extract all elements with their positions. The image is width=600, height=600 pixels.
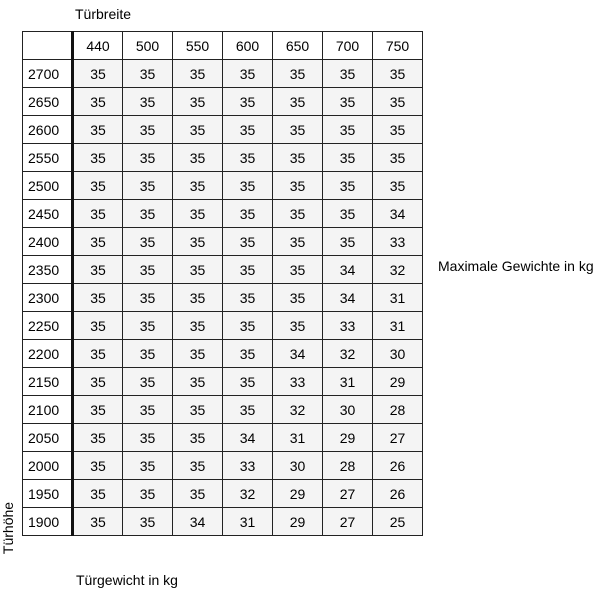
table-cell: 35 xyxy=(73,312,123,340)
table-cell: 35 xyxy=(73,200,123,228)
table-cell: 35 xyxy=(273,228,323,256)
table-cell: 29 xyxy=(323,424,373,452)
table-cell: 29 xyxy=(373,368,423,396)
table-cell: 34 xyxy=(323,256,373,284)
table-cell: 35 xyxy=(273,200,323,228)
row-header: 2500 xyxy=(23,172,73,200)
table-cell: 35 xyxy=(73,508,123,536)
table-cell: 35 xyxy=(223,396,273,424)
table-cell: 31 xyxy=(373,312,423,340)
row-header: 2450 xyxy=(23,200,73,228)
table-row xyxy=(23,256,423,284)
table-cell: 35 xyxy=(323,116,373,144)
width-axis-label: Türbreite xyxy=(75,6,132,22)
table-cell: 35 xyxy=(223,144,273,172)
row-header: 2100 xyxy=(23,396,73,424)
table-cell: 35 xyxy=(223,60,273,88)
table-cell: 35 xyxy=(123,144,173,172)
table-row xyxy=(23,480,423,508)
table-cell: 35 xyxy=(123,508,173,536)
table-cell: 35 xyxy=(273,172,323,200)
table-cell: 35 xyxy=(123,340,173,368)
table-cell: 35 xyxy=(123,424,173,452)
table-cell: 35 xyxy=(173,452,223,480)
table-cell: 31 xyxy=(323,368,373,396)
table-cell: 35 xyxy=(73,480,123,508)
table-row xyxy=(23,284,423,312)
table-cell: 35 xyxy=(123,60,173,88)
table-cell: 35 xyxy=(323,60,373,88)
table-cell: 35 xyxy=(223,312,273,340)
table-cell: 35 xyxy=(123,452,173,480)
table-row xyxy=(23,368,423,396)
table-cell: 35 xyxy=(173,284,223,312)
max-weight-caption: Maximale Gewichte in kg xyxy=(438,258,594,274)
table-cell: 35 xyxy=(123,228,173,256)
table-row xyxy=(23,340,423,368)
table-cell: 35 xyxy=(173,228,223,256)
table-cell: 34 xyxy=(373,200,423,228)
row-header: 2050 xyxy=(23,424,73,452)
table-cell: 28 xyxy=(373,396,423,424)
column-header: 600 xyxy=(223,32,273,60)
row-header: 2700 xyxy=(23,60,73,88)
table-cell: 35 xyxy=(323,200,373,228)
table-row xyxy=(23,200,423,228)
table-cell: 35 xyxy=(373,88,423,116)
table-cell: 35 xyxy=(123,256,173,284)
table-cell: 31 xyxy=(223,508,273,536)
table-cell: 27 xyxy=(323,508,373,536)
table-cell: 35 xyxy=(223,368,273,396)
table-cell: 35 xyxy=(223,172,273,200)
table-cell: 35 xyxy=(173,200,223,228)
column-header: 440 xyxy=(73,32,123,60)
table-cell: 35 xyxy=(173,116,223,144)
row-header: 2350 xyxy=(23,256,73,284)
table-cell: 35 xyxy=(73,368,123,396)
table-cell: 30 xyxy=(323,396,373,424)
table-cell: 35 xyxy=(123,312,173,340)
table-cell: 35 xyxy=(73,340,123,368)
table-cell: 35 xyxy=(173,424,223,452)
table-row xyxy=(23,60,423,88)
table-cell: 35 xyxy=(373,60,423,88)
table-cell: 34 xyxy=(173,508,223,536)
table-row xyxy=(23,144,423,172)
table-cell: 35 xyxy=(373,144,423,172)
table-cell: 32 xyxy=(223,480,273,508)
table-cell: 30 xyxy=(373,340,423,368)
table-cell: 35 xyxy=(73,396,123,424)
header-row xyxy=(23,32,423,60)
table-cell: 30 xyxy=(273,452,323,480)
table-cell: 35 xyxy=(373,172,423,200)
table-cell: 35 xyxy=(273,144,323,172)
row-header: 1900 xyxy=(23,508,73,536)
table-cell: 26 xyxy=(373,480,423,508)
table-cell: 35 xyxy=(223,228,273,256)
column-header: 500 xyxy=(123,32,173,60)
row-header: 2550 xyxy=(23,144,73,172)
row-header: 2650 xyxy=(23,88,73,116)
table-cell: 32 xyxy=(273,396,323,424)
column-header: 700 xyxy=(323,32,373,60)
table-row xyxy=(23,312,423,340)
table-cell: 35 xyxy=(223,88,273,116)
row-header: 2150 xyxy=(23,368,73,396)
table-cell: 34 xyxy=(323,284,373,312)
weight-table xyxy=(22,31,423,536)
table-cell: 28 xyxy=(323,452,373,480)
table-cell: 31 xyxy=(273,424,323,452)
table-cell: 35 xyxy=(123,88,173,116)
table-cell: 35 xyxy=(323,88,373,116)
table-cell: 35 xyxy=(123,396,173,424)
table-cell: 35 xyxy=(273,116,323,144)
table-cell: 35 xyxy=(273,88,323,116)
table-cell: 35 xyxy=(123,172,173,200)
table-cell: 35 xyxy=(73,256,123,284)
height-axis-label: Türhöhe xyxy=(0,501,16,555)
table-cell: 29 xyxy=(273,480,323,508)
row-header: 1950 xyxy=(23,480,73,508)
table-cell: 25 xyxy=(373,508,423,536)
row-header: 2250 xyxy=(23,312,73,340)
table-cell: 35 xyxy=(73,144,123,172)
table-cell: 35 xyxy=(123,480,173,508)
table-cell: 35 xyxy=(223,340,273,368)
table-cell: 35 xyxy=(173,256,223,284)
table-cell: 35 xyxy=(173,340,223,368)
table-cell: 35 xyxy=(373,116,423,144)
table-cell: 33 xyxy=(223,452,273,480)
table-row xyxy=(23,424,423,452)
table-cell: 35 xyxy=(273,312,323,340)
table-cell: 35 xyxy=(73,172,123,200)
table-cell: 35 xyxy=(223,116,273,144)
table-cell: 35 xyxy=(73,228,123,256)
table-cell: 35 xyxy=(173,60,223,88)
table-row xyxy=(23,228,423,256)
table-cell: 33 xyxy=(273,368,323,396)
table-cell: 35 xyxy=(73,452,123,480)
table-cell: 35 xyxy=(173,144,223,172)
table-cell: 34 xyxy=(273,340,323,368)
table-cell: 35 xyxy=(173,312,223,340)
table-cell: 35 xyxy=(323,228,373,256)
column-header: 650 xyxy=(273,32,323,60)
table-row xyxy=(23,396,423,424)
table-cell: 35 xyxy=(123,200,173,228)
table-cell: 35 xyxy=(273,256,323,284)
table-cell: 35 xyxy=(73,284,123,312)
table-cell: 35 xyxy=(223,284,273,312)
table-cell: 35 xyxy=(73,116,123,144)
door-weight-caption: Türgewicht in kg xyxy=(76,572,178,588)
table-cell: 35 xyxy=(173,172,223,200)
table-cell: 35 xyxy=(73,88,123,116)
row-header: 2200 xyxy=(23,340,73,368)
table-cell: 29 xyxy=(273,508,323,536)
table-cell: 35 xyxy=(73,60,123,88)
table-cell: 33 xyxy=(373,228,423,256)
table-cell: 34 xyxy=(223,424,273,452)
table-cell: 35 xyxy=(273,284,323,312)
row-header: 2000 xyxy=(23,452,73,480)
table-cell: 35 xyxy=(173,368,223,396)
row-header: 2600 xyxy=(23,116,73,144)
table-cell: 27 xyxy=(373,424,423,452)
table-cell: 35 xyxy=(323,172,373,200)
table-cell: 35 xyxy=(323,144,373,172)
table-cell: 32 xyxy=(323,340,373,368)
row-header: 2400 xyxy=(23,228,73,256)
table-cell: 35 xyxy=(123,116,173,144)
table-cell: 31 xyxy=(373,284,423,312)
table-row xyxy=(23,452,423,480)
table-cell: 35 xyxy=(223,256,273,284)
table-cell: 27 xyxy=(323,480,373,508)
table-cell: 35 xyxy=(123,284,173,312)
table-cell: 33 xyxy=(323,312,373,340)
table-row xyxy=(23,88,423,116)
table-cell: 35 xyxy=(123,368,173,396)
table-cell: 35 xyxy=(173,480,223,508)
table-cell: 35 xyxy=(73,424,123,452)
column-header: 550 xyxy=(173,32,223,60)
table-row xyxy=(23,172,423,200)
table-cell: 26 xyxy=(373,452,423,480)
table-cell: 35 xyxy=(173,88,223,116)
table-cell: 35 xyxy=(173,396,223,424)
table-row xyxy=(23,508,423,536)
column-header: 750 xyxy=(373,32,423,60)
table-cell: 35 xyxy=(223,200,273,228)
row-header: 2300 xyxy=(23,284,73,312)
table-cell: 35 xyxy=(273,60,323,88)
table-row xyxy=(23,116,423,144)
corner-cell xyxy=(23,32,73,60)
table-cell: 32 xyxy=(373,256,423,284)
